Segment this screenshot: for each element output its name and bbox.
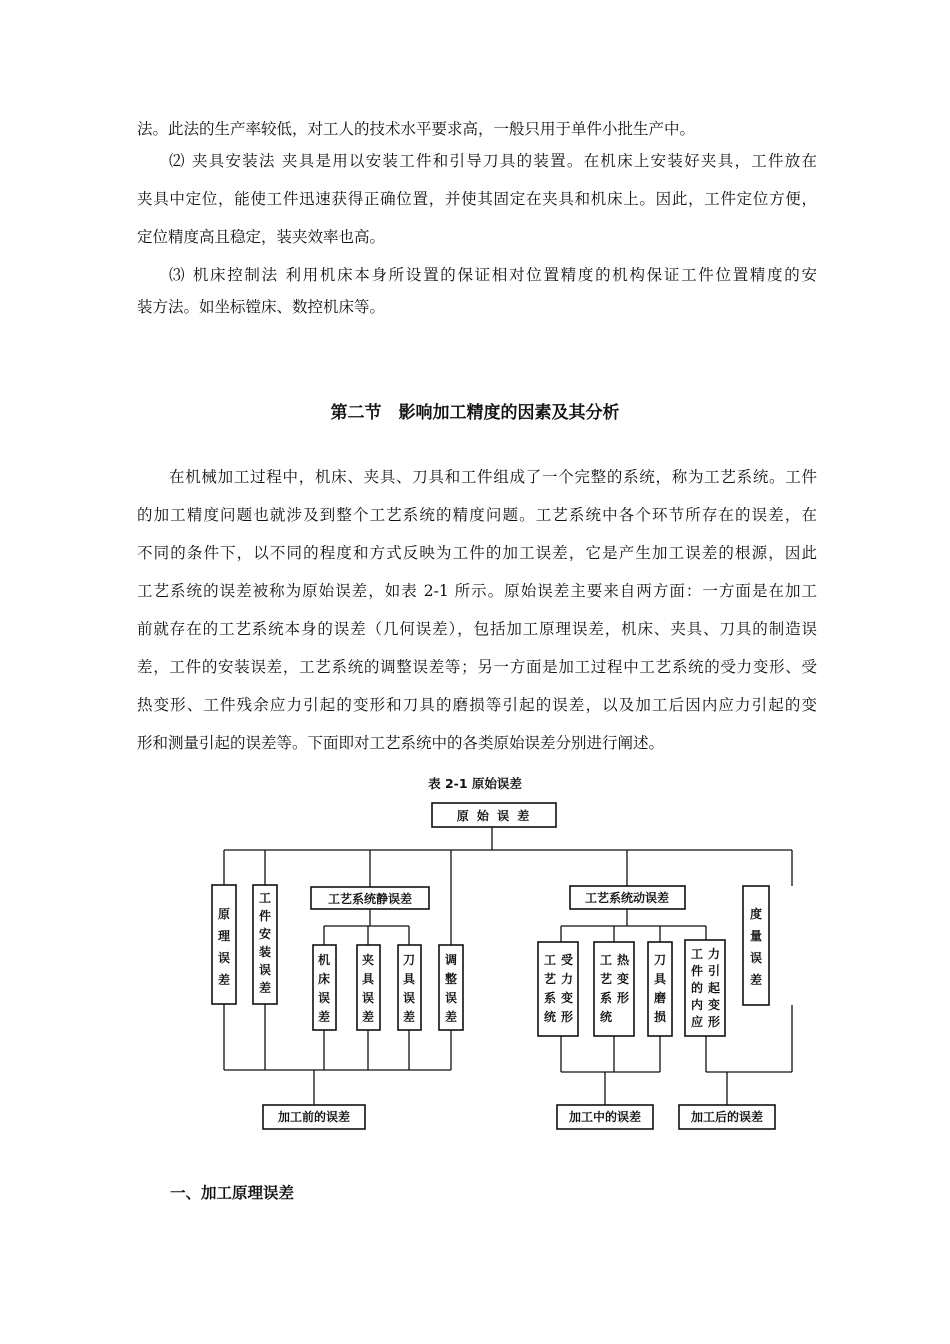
svg-text:形: 形 <box>616 991 630 1005</box>
table-caption: 表 2-1 原始误差 <box>428 776 522 791</box>
text-line: 工艺系统的误差被称为原始误差，如表 2-1 所示。原始误差主要来自两方面：一方面是在加工 <box>137 582 817 600</box>
during-label: 加工中的误差 <box>568 1110 642 1124</box>
dynamic-group-label: 工艺系统动误差 <box>584 891 670 905</box>
text-line: 定位精度高且稳定，装夹效率也高。 <box>137 228 386 246</box>
svg-text:差: 差 <box>361 1010 375 1024</box>
svg-text:误: 误 <box>444 991 458 1005</box>
svg-text:误: 误 <box>317 991 331 1005</box>
svg-text:系: 系 <box>599 991 613 1005</box>
svg-text:差: 差 <box>258 981 272 995</box>
svg-text:热: 热 <box>616 953 630 967</box>
after-label: 加工后的误差 <box>690 1110 764 1124</box>
svg-text:变: 变 <box>616 972 630 986</box>
svg-text:件: 件 <box>258 909 272 923</box>
svg-text:应: 应 <box>690 1015 704 1029</box>
subsection-title: 一、加工原理误差 <box>170 1184 295 1202</box>
text-line: 热变形、工件残余应力引起的变形和刀具的磨损等引起的误差，以及加工后因内应力引起的变 <box>137 696 817 714</box>
svg-text:差: 差 <box>749 973 763 987</box>
svg-text:工: 工 <box>258 891 272 905</box>
svg-text:差: 差 <box>402 1010 416 1024</box>
text-line: 在机械加工过程中，机床、夹具、刀具和工件组成了一个完整的系统，称为工艺系统。工件 <box>169 468 817 486</box>
svg-text:的: 的 <box>690 981 704 995</box>
svg-text:系: 系 <box>543 991 557 1005</box>
svg-text:变: 变 <box>560 991 574 1005</box>
svg-text:差: 差 <box>217 973 231 987</box>
svg-text:刀: 刀 <box>402 953 416 967</box>
text-line: 形和测量引起的误差等。下面即对工艺系统中的各类原始误差分别进行阐述。 <box>137 734 665 752</box>
text-line: ⑵ 夹具安装法 夹具是用以安装工件和引导刀具的装置。在机床上安装好夹具，工件放在 <box>169 152 817 170</box>
svg-text:艺: 艺 <box>599 972 613 986</box>
svg-text:误: 误 <box>749 951 763 965</box>
svg-text:内: 内 <box>690 998 704 1012</box>
svg-text:形: 形 <box>560 1010 574 1024</box>
text-line: 差，工件的安装误差，工艺系统的调整误差等；另一方面是加工过程中工艺系统的受力变形、受 <box>137 658 817 676</box>
svg-text:误: 误 <box>402 991 416 1005</box>
svg-text:形: 形 <box>707 1015 721 1029</box>
svg-text:夹: 夹 <box>361 953 375 967</box>
svg-text:度: 度 <box>749 907 763 921</box>
svg-text:工: 工 <box>599 953 613 967</box>
svg-text:具: 具 <box>361 972 375 986</box>
svg-text:统: 统 <box>599 1010 613 1024</box>
before-label: 加工前的误差 <box>277 1110 351 1124</box>
svg-text:整: 整 <box>444 972 458 986</box>
svg-text:理: 理 <box>217 929 231 943</box>
text-line: 前就存在的工艺系统本身的误差（几何误差），包括加工原理误差，机床、夹具、刀具的制造误 <box>137 620 817 638</box>
svg-text:误: 误 <box>258 963 272 977</box>
svg-text:误: 误 <box>361 991 375 1005</box>
svg-text:力: 力 <box>707 947 721 961</box>
root-label: 原 始 误 差 <box>456 809 532 823</box>
svg-text:机: 机 <box>317 953 331 967</box>
measure-error-box <box>743 886 769 1005</box>
text-line: 法。此法的生产率较低，对工人的技术水平要求高，一般只用于单件小批生产中。 <box>137 120 696 138</box>
text-line: 的加工精度问题也就涉及到整个工艺系统的精度问题。工艺系统中各个环节所存在的误差，在 <box>137 506 817 524</box>
svg-text:力: 力 <box>560 972 574 986</box>
svg-text:引: 引 <box>707 964 721 978</box>
svg-text:变: 变 <box>707 998 721 1012</box>
svg-text:具: 具 <box>653 972 667 986</box>
svg-text:磨: 磨 <box>653 991 667 1005</box>
svg-text:损: 损 <box>653 1010 667 1024</box>
static-group-label: 工艺系统静误差 <box>327 892 413 906</box>
svg-text:装: 装 <box>258 945 272 959</box>
svg-text:具: 具 <box>402 972 416 986</box>
svg-text:起: 起 <box>707 981 721 995</box>
text-line: 不同的条件下，以不同的程度和方式反映为工件的加工误差，它是产生加工误差的根源，因此 <box>137 544 817 562</box>
text-line: 夹具中定位，能使工件迅速获得正确位置，并使其固定在夹具和机床上。因此，工件定位方便， <box>137 190 817 208</box>
text-line: 装方法。如坐标镗床、数控机床等。 <box>137 298 386 316</box>
svg-text:床: 床 <box>317 972 331 986</box>
node-labels <box>218 808 763 1124</box>
svg-text:受: 受 <box>560 953 574 967</box>
svg-text:件: 件 <box>690 964 704 978</box>
svg-text:工: 工 <box>690 947 704 961</box>
svg-text:统: 统 <box>543 1010 557 1024</box>
svg-text:差: 差 <box>444 1010 458 1024</box>
section-title: 第二节 影响加工精度的因素及其分析 <box>330 403 620 423</box>
svg-text:调: 调 <box>444 953 458 967</box>
svg-text:工: 工 <box>543 953 557 967</box>
svg-text:差: 差 <box>317 1010 331 1024</box>
svg-text:误: 误 <box>217 951 231 965</box>
svg-text:量: 量 <box>749 929 763 943</box>
svg-text:艺: 艺 <box>543 972 557 986</box>
svg-text:刀: 刀 <box>653 953 667 967</box>
text-line: ⑶ 机床控制法 利用机床本身所设置的保证相对位置精度的机构保证工件位置精度的安 <box>169 266 817 284</box>
svg-text:原: 原 <box>217 907 231 921</box>
svg-text:安: 安 <box>258 927 272 941</box>
